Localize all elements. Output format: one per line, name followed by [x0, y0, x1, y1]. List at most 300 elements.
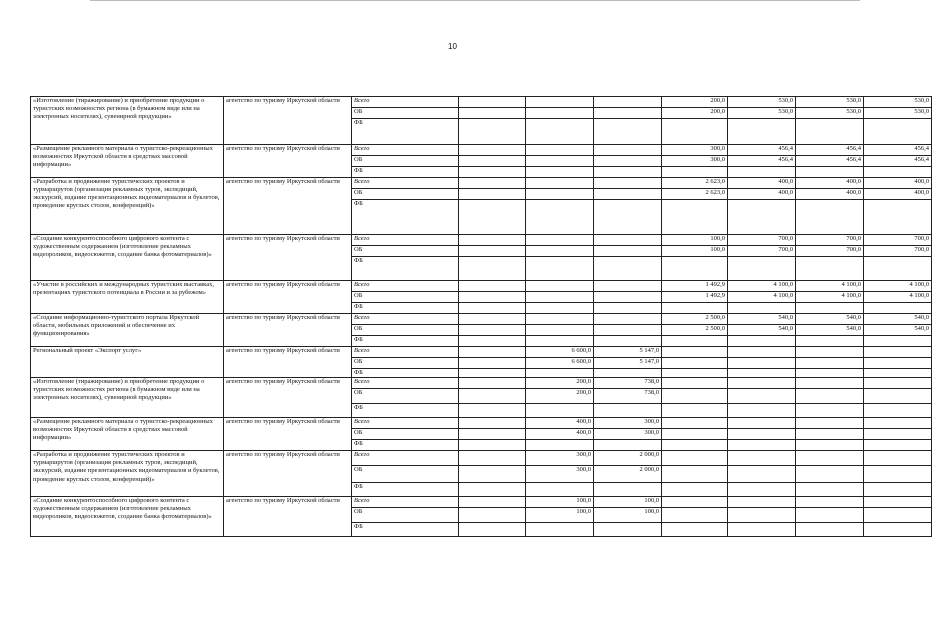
funding-source-ob [352, 246, 459, 257]
amount-cell [864, 200, 932, 235]
amount-cell [662, 347, 728, 358]
responsible-agency: агентство по туризму Иркутской области [224, 497, 352, 537]
amount-cell [662, 451, 728, 466]
amount-cell [526, 483, 594, 497]
funding-source-fb [352, 167, 459, 178]
amount-cell [728, 508, 796, 523]
amount-cell [526, 440, 594, 451]
amount-cell [662, 369, 728, 378]
amount-cell [526, 119, 594, 145]
table-row [31, 497, 932, 508]
amount-cell: 700,0 [864, 235, 932, 246]
table-row [31, 451, 932, 466]
amount-cell [594, 483, 662, 497]
funding-source-label: ФБ [354, 336, 363, 343]
funding-source-total [352, 347, 459, 358]
amount-cell [728, 389, 796, 404]
amount-cell [526, 178, 594, 189]
amount-cell: 400,0 [796, 178, 864, 189]
amount-cell [594, 156, 662, 167]
amount-cell [796, 358, 864, 369]
amount-cell [662, 119, 728, 145]
amount-cell [459, 281, 526, 292]
amount-cell: 300,0 [526, 466, 594, 483]
funding-source-label: ФБ [354, 369, 363, 376]
amount-cell [796, 440, 864, 451]
amount-cell [459, 336, 526, 347]
amount-cell: 100,0 [594, 497, 662, 508]
amount-cell: 300,0 [594, 418, 662, 429]
table-row [31, 178, 932, 189]
funding-source-label: Всего [354, 178, 370, 185]
amount-cell [662, 389, 728, 404]
amount-cell: 1 492,9 [662, 292, 728, 303]
amount-cell [526, 404, 594, 418]
amount-cell [864, 347, 932, 358]
funding-source-fb [352, 369, 459, 378]
amount-cell [459, 347, 526, 358]
amount-cell [459, 178, 526, 189]
funding-source-label: ОБ [354, 466, 363, 474]
amount-cell [796, 167, 864, 178]
amount-cell [864, 257, 932, 281]
amount-cell [526, 189, 594, 200]
amount-cell [796, 497, 864, 508]
amount-cell [459, 167, 526, 178]
amount-cell [662, 523, 728, 537]
activity-description: «Изготовление (тиражирование) и приобретение продукции о туристских возможностях региона (в бумажном виде или на электронных носителях), сувенирной продукции» [31, 378, 224, 418]
responsible-agency: агентство по туризму Иркутской области [224, 451, 352, 497]
funding-source-fb [352, 483, 459, 497]
amount-cell [662, 466, 728, 483]
amount-cell: 100,0 [662, 246, 728, 257]
activity-description: «Создание конкурентоспособного цифрового контента с художественным содержанием (изготовление рекламных видеороликов, видеосюжетов, создание банка фотоматериалов)» [31, 235, 224, 281]
amount-cell [796, 200, 864, 235]
amount-cell: 700,0 [728, 246, 796, 257]
amount-cell: 100,0 [526, 508, 594, 523]
responsible-agency: агентство по туризму Иркутской области [224, 314, 352, 347]
amount-cell [459, 451, 526, 466]
budget-table [30, 96, 932, 537]
amount-cell [728, 369, 796, 378]
amount-cell [459, 246, 526, 257]
amount-cell [459, 314, 526, 325]
amount-cell [864, 440, 932, 451]
amount-cell [662, 483, 728, 497]
amount-cell [594, 404, 662, 418]
amount-cell [459, 235, 526, 246]
amount-cell [864, 119, 932, 145]
amount-cell [526, 145, 594, 156]
amount-cell [526, 108, 594, 119]
funding-source-label: ОБ [354, 429, 363, 437]
amount-cell [864, 497, 932, 508]
funding-source-total [352, 281, 459, 292]
amount-cell [459, 156, 526, 167]
funding-source-label: ФБ [354, 303, 363, 310]
responsible-agency: агентство по туризму Иркутской области [224, 178, 352, 235]
amount-cell [459, 497, 526, 508]
amount-cell: 4 100,0 [796, 292, 864, 303]
funding-source-label: Всего [354, 497, 370, 505]
amount-cell [594, 145, 662, 156]
funding-source-label: Всего [354, 314, 370, 321]
amount-cell [594, 97, 662, 108]
amount-cell: 540,0 [864, 325, 932, 336]
amount-cell [864, 358, 932, 369]
amount-cell: 530,0 [796, 97, 864, 108]
amount-cell: 1 492,9 [662, 281, 728, 292]
amount-cell [728, 336, 796, 347]
activity-description: «Изготовление (тиражирование) и приобретение продукции о туристских возможностях региона (в бумажном виде или на электронных носителях), сувенирной продукции» [31, 97, 224, 145]
amount-cell [864, 483, 932, 497]
amount-cell [796, 508, 864, 523]
amount-cell [796, 404, 864, 418]
amount-cell: 400,0 [728, 189, 796, 200]
amount-cell [662, 508, 728, 523]
amount-cell [662, 303, 728, 314]
amount-cell [796, 483, 864, 497]
table-row [31, 314, 932, 325]
amount-cell [459, 466, 526, 483]
funding-source-ob [352, 358, 459, 369]
amount-cell [459, 523, 526, 537]
amount-cell [662, 336, 728, 347]
amount-cell [796, 451, 864, 466]
table-row [31, 378, 932, 389]
amount-cell [728, 466, 796, 483]
activity-description: «Размещение рекламного материала о туристско-рекреационных возможностях Иркутской области в средствах массовой информации» [31, 145, 224, 178]
amount-cell [594, 369, 662, 378]
funding-source-label: ОБ [354, 325, 363, 332]
funding-source-total [352, 451, 459, 466]
amount-cell [796, 303, 864, 314]
amount-cell [796, 523, 864, 537]
amount-cell: 530,0 [796, 108, 864, 119]
amount-cell: 2 623,0 [662, 178, 728, 189]
amount-cell [728, 451, 796, 466]
amount-cell [459, 303, 526, 314]
amount-cell: 540,0 [728, 325, 796, 336]
amount-cell [662, 358, 728, 369]
amount-cell: 300,0 [594, 429, 662, 440]
amount-cell [864, 418, 932, 429]
amount-cell [728, 119, 796, 145]
amount-cell: 540,0 [864, 314, 932, 325]
amount-cell [459, 145, 526, 156]
amount-cell [662, 257, 728, 281]
funding-source-label: Всего [354, 281, 370, 288]
amount-cell: 530,0 [864, 97, 932, 108]
amount-cell [728, 167, 796, 178]
funding-source-label: ОБ [354, 292, 363, 299]
amount-cell [796, 378, 864, 389]
amount-cell: 700,0 [796, 246, 864, 257]
amount-cell [728, 418, 796, 429]
amount-cell [526, 156, 594, 167]
amount-cell [728, 429, 796, 440]
amount-cell [526, 246, 594, 257]
amount-cell [459, 440, 526, 451]
funding-source-label: ОБ [354, 358, 363, 365]
funding-source-total [352, 235, 459, 246]
amount-cell: 700,0 [796, 235, 864, 246]
amount-cell [459, 358, 526, 369]
amount-cell: 100,0 [594, 508, 662, 523]
table-body [31, 97, 932, 537]
responsible-agency: агентство по туризму Иркутской области [224, 97, 352, 145]
funding-source-label: ОБ [354, 508, 363, 516]
amount-cell [459, 292, 526, 303]
amount-cell: 2 000,0 [594, 451, 662, 466]
funding-source-ob [352, 108, 459, 119]
amount-cell [864, 404, 932, 418]
amount-cell [662, 429, 728, 440]
activity-description: Региональный проект «Экспорт услуг» [31, 347, 224, 378]
amount-cell [526, 257, 594, 281]
amount-cell [526, 336, 594, 347]
amount-cell [728, 347, 796, 358]
funding-source-label: ФБ [354, 523, 363, 531]
table-row [31, 145, 932, 156]
amount-cell: 400,0 [864, 189, 932, 200]
amount-cell [728, 523, 796, 537]
amount-cell: 400,0 [728, 178, 796, 189]
amount-cell [864, 508, 932, 523]
activity-description: «Разработка и продвижение туристических проектов и турмаршрутов (организация рекламных туров, экспедиций, экскурсий, издание презентационных видеоматериалов и буклетов, проведение круглых столов, конференций)» [31, 178, 224, 235]
amount-cell [459, 325, 526, 336]
amount-cell: 4 100,0 [796, 281, 864, 292]
amount-cell [594, 257, 662, 281]
amount-cell [728, 440, 796, 451]
funding-source-label: Всего [354, 418, 370, 426]
amount-cell: 400,0 [526, 418, 594, 429]
amount-cell: 456,4 [728, 145, 796, 156]
amount-cell [864, 389, 932, 404]
amount-cell [526, 167, 594, 178]
amount-cell [796, 418, 864, 429]
amount-cell [864, 451, 932, 466]
activity-description: «Участие в российских и международных туристских выставках, презентациях туристского потенциала в России и за рубежом» [31, 281, 224, 314]
amount-cell: 540,0 [796, 325, 864, 336]
amount-cell: 540,0 [728, 314, 796, 325]
amount-cell: 200,0 [662, 108, 728, 119]
amount-cell [594, 314, 662, 325]
amount-cell [594, 178, 662, 189]
amount-cell: 300,0 [662, 156, 728, 167]
amount-cell [526, 292, 594, 303]
funding-source-label: Всего [354, 378, 370, 386]
amount-cell [594, 336, 662, 347]
activity-description: «Создание информационно-туристского портала Иркутской области, мобильных приложений и обеспечение их функционирования» [31, 314, 224, 347]
amount-cell [594, 292, 662, 303]
amount-cell: 4 100,0 [864, 292, 932, 303]
amount-cell [594, 281, 662, 292]
amount-cell [796, 429, 864, 440]
amount-cell [662, 418, 728, 429]
page-number: 10 [448, 42, 457, 51]
responsible-agency: агентство по туризму Иркутской области [224, 378, 352, 418]
amount-cell: 400,0 [796, 189, 864, 200]
amount-cell: 400,0 [864, 178, 932, 189]
funding-source-total [352, 497, 459, 508]
amount-cell: 540,0 [796, 314, 864, 325]
amount-cell [594, 325, 662, 336]
amount-cell: 2 623,0 [662, 189, 728, 200]
amount-cell: 6 600,0 [526, 358, 594, 369]
funding-source-fb [352, 523, 459, 537]
amount-cell [459, 483, 526, 497]
funding-source-total [352, 378, 459, 389]
funding-source-fb [352, 257, 459, 281]
amount-cell: 5 147,0 [594, 347, 662, 358]
amount-cell: 4 100,0 [728, 292, 796, 303]
funding-source-ob [352, 292, 459, 303]
amount-cell: 456,4 [864, 145, 932, 156]
amount-cell [526, 325, 594, 336]
amount-cell [864, 429, 932, 440]
amount-cell [864, 369, 932, 378]
funding-source-label: ОБ [354, 156, 363, 163]
amount-cell [662, 404, 728, 418]
amount-cell: 700,0 [864, 246, 932, 257]
funding-source-label: ФБ [354, 440, 363, 448]
amount-cell [594, 235, 662, 246]
amount-cell [459, 369, 526, 378]
amount-cell [796, 389, 864, 404]
amount-cell [796, 119, 864, 145]
funding-source-label: ФБ [354, 119, 363, 126]
amount-cell [594, 189, 662, 200]
amount-cell [728, 497, 796, 508]
funding-source-label: ФБ [354, 483, 363, 491]
amount-cell [728, 404, 796, 418]
amount-cell [728, 378, 796, 389]
funding-source-label: Всего [354, 97, 370, 104]
funding-source-label: ОБ [354, 189, 363, 196]
amount-cell [864, 466, 932, 483]
responsible-agency: агентство по туризму Иркутской области [224, 145, 352, 178]
amount-cell [662, 440, 728, 451]
funding-source-total [352, 145, 459, 156]
responsible-agency: агентство по туризму Иркутской области [224, 418, 352, 451]
funding-source-total [352, 178, 459, 189]
amount-cell: 530,0 [728, 97, 796, 108]
activity-description: «Разработка и продвижение туристических проектов и турмаршрутов (организация рекламных туров, экспедиций, экскурсий, издание презентационных видеоматериалов и буклетов, проведение круглых столов, конференций)» [31, 451, 224, 497]
funding-source-label: ОБ [354, 108, 363, 115]
amount-cell [796, 347, 864, 358]
amount-cell [459, 508, 526, 523]
amount-cell: 456,4 [728, 156, 796, 167]
amount-cell [594, 108, 662, 119]
amount-cell: 200,0 [526, 378, 594, 389]
amount-cell [526, 281, 594, 292]
amount-cell: 5 147,0 [594, 358, 662, 369]
amount-cell [662, 497, 728, 508]
amount-cell [864, 167, 932, 178]
amount-cell: 6 600,0 [526, 347, 594, 358]
amount-cell: 200,0 [526, 389, 594, 404]
amount-cell [459, 378, 526, 389]
amount-cell [728, 200, 796, 235]
amount-cell: 300,0 [526, 451, 594, 466]
amount-cell [459, 429, 526, 440]
amount-cell [459, 200, 526, 235]
funding-source-label: Всего [354, 347, 370, 354]
amount-cell: 2 500,0 [662, 314, 728, 325]
funding-source-label: ОБ [354, 389, 363, 397]
funding-source-ob [352, 429, 459, 440]
amount-cell [459, 119, 526, 145]
amount-cell: 4 100,0 [728, 281, 796, 292]
amount-cell [728, 303, 796, 314]
amount-cell [459, 389, 526, 404]
amount-cell [459, 108, 526, 119]
amount-cell: 2 000,0 [594, 466, 662, 483]
amount-cell [594, 246, 662, 257]
funding-source-ob [352, 325, 459, 336]
funding-source-fb [352, 404, 459, 418]
amount-cell [796, 466, 864, 483]
funding-source-fb [352, 119, 459, 145]
amount-cell [459, 257, 526, 281]
table-row [31, 418, 932, 429]
amount-cell: 738,0 [594, 378, 662, 389]
funding-source-label: Всего [354, 451, 370, 459]
amount-cell: 456,4 [796, 145, 864, 156]
amount-cell: 100,0 [662, 235, 728, 246]
funding-source-ob [352, 466, 459, 483]
amount-cell: 456,4 [864, 156, 932, 167]
amount-cell: 100,0 [526, 497, 594, 508]
amount-cell: 530,0 [864, 108, 932, 119]
amount-cell: 2 500,0 [662, 325, 728, 336]
amount-cell: 700,0 [728, 235, 796, 246]
funding-source-label: ФБ [354, 167, 363, 174]
amount-cell [864, 336, 932, 347]
amount-cell [526, 523, 594, 537]
amount-cell [864, 303, 932, 314]
top-rule [90, 0, 860, 1]
funding-source-label: ФБ [354, 200, 363, 207]
amount-cell [796, 336, 864, 347]
funding-source-fb [352, 440, 459, 451]
funding-source-total [352, 97, 459, 108]
funding-source-ob [352, 389, 459, 404]
funding-source-label: ОБ [354, 246, 363, 253]
funding-source-total [352, 418, 459, 429]
funding-source-label: Всего [354, 145, 370, 152]
amount-cell [796, 257, 864, 281]
amount-cell [728, 358, 796, 369]
amount-cell [526, 97, 594, 108]
responsible-agency: агентство по туризму Иркутской области [224, 235, 352, 281]
activity-description: «Размещение рекламного материала о туристско-рекреационных возможностях Иркутской области в средствах массовой информации» [31, 418, 224, 451]
table-row [31, 281, 932, 292]
amount-cell: 400,0 [526, 429, 594, 440]
funding-source-fb [352, 303, 459, 314]
amount-cell [864, 523, 932, 537]
table-row [31, 347, 932, 358]
amount-cell [728, 257, 796, 281]
amount-cell: 738,0 [594, 389, 662, 404]
amount-cell [594, 523, 662, 537]
amount-cell [526, 303, 594, 314]
funding-source-fb [352, 200, 459, 235]
amount-cell [526, 369, 594, 378]
funding-source-ob [352, 189, 459, 200]
funding-source-ob [352, 156, 459, 167]
